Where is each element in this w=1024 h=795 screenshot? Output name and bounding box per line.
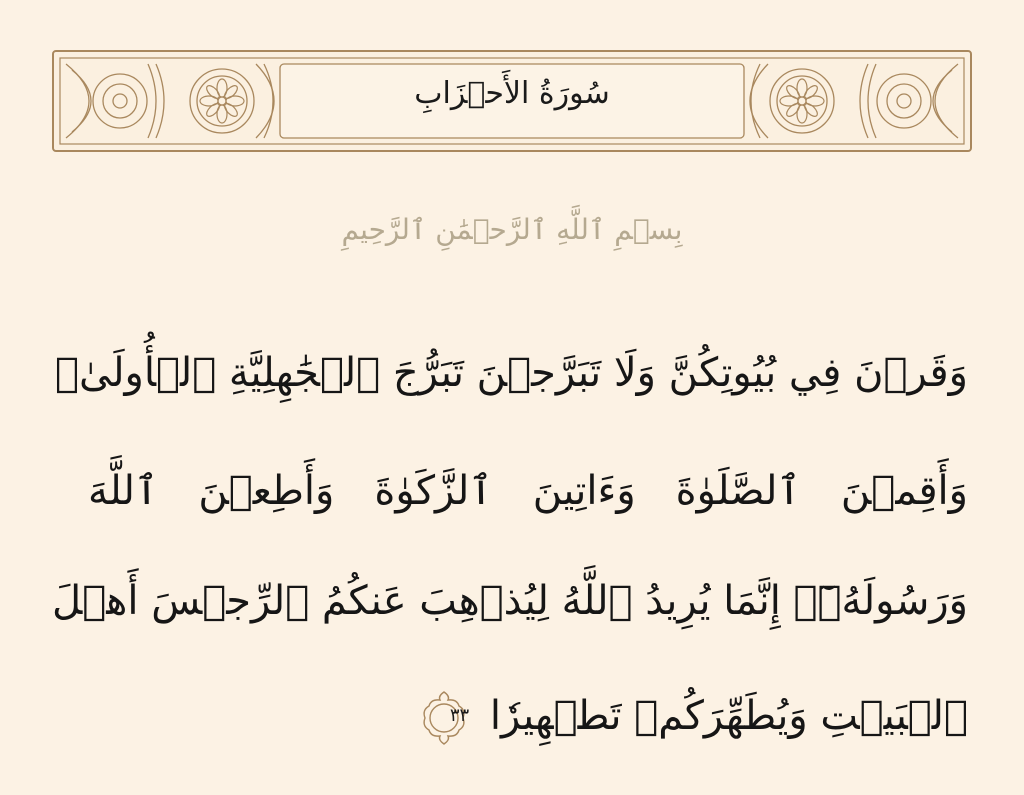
basmala: بِسۡمِ ٱللَّهِ ٱلرَّحۡمَٰنِ ٱلرَّحِيمِ: [341, 213, 683, 246]
surah-header-banner: [52, 50, 972, 152]
verse-line-4: [88, 690, 968, 746]
ayah-end-marker: [419, 690, 469, 746]
surah-title: سُورَةُ الأَحۡزَابِ: [414, 76, 610, 111]
verse-line-1: وَقَرۡنَ فِي بُيُوتِكُنَّ وَلَا تَبَرَّجۡنَ تَبَرُّجَ ٱلۡجَٰهِلِيَّةِ ٱلۡأُولَىٰۖ: [54, 350, 968, 396]
verse-line-3: وَرَسُولَهُۥٓۚ إِنَّمَا يُرِيدُ ٱللَّهُ لِيُذۡهِبَ عَنكُمُ ٱلرِّجۡسَ أَهۡلَ: [52, 578, 968, 624]
verse-line-2: وَأَقِمۡنَ ٱلصَّلَوٰةَ وَءَاتِينَ ٱلزَّكَوٰةَ وَأَطِعۡنَ ٱللَّهَ: [88, 468, 968, 514]
ayah-number: ٣٣: [449, 705, 470, 726]
verse-line-4-text: ٱلۡبَيۡتِ وَيُطَهِّرَكُمۡ تَطۡهِيرٗا: [489, 693, 968, 739]
